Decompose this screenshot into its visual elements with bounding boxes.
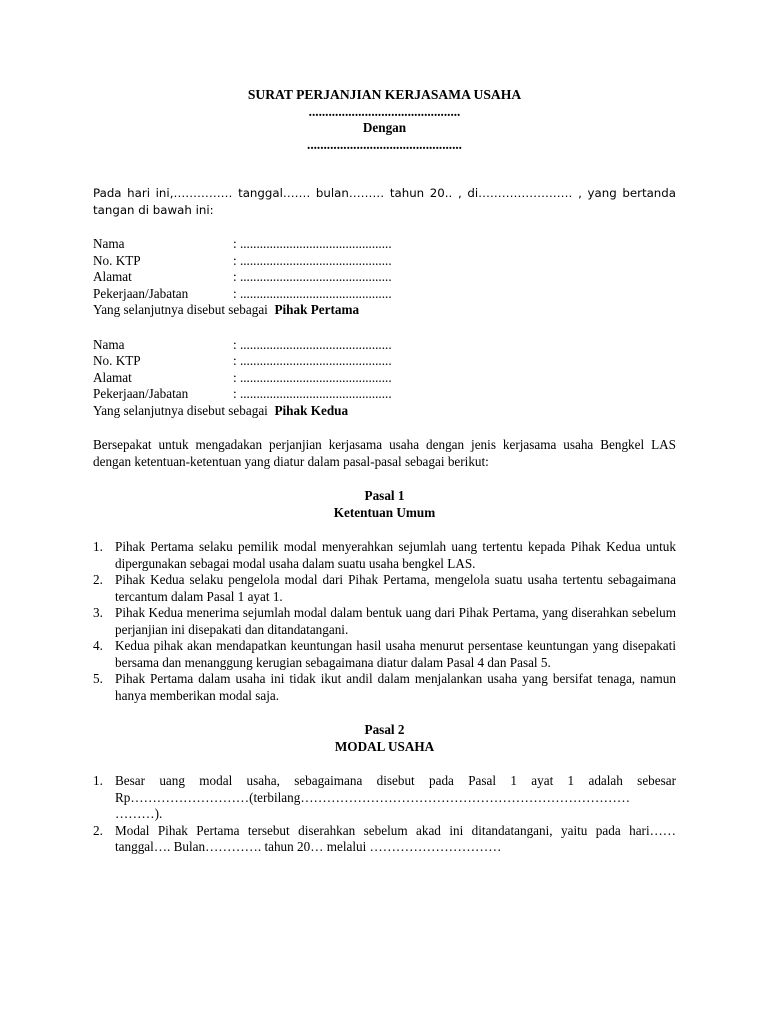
party2-field-address — [93, 370, 676, 387]
item-number: 3. — [93, 605, 103, 620]
party2-section — [93, 337, 676, 420]
item-number: 1. — [93, 539, 103, 554]
list-item — [93, 823, 676, 856]
designation-prefix: Yang selanjutnya disebut sebagai — [93, 402, 268, 418]
item-text — [115, 823, 676, 856]
party2-designation — [93, 403, 676, 420]
item-text-line: tanggal…. Bulan…………. tahun 20… melalui ………………………… — [115, 839, 502, 854]
document-body — [93, 87, 676, 856]
pasal2-subheading: MODAL USAHA — [334, 738, 435, 754]
field-value: : .............................................. — [233, 353, 392, 368]
party2-field-occupation — [93, 386, 676, 403]
party1-section — [93, 236, 676, 319]
field-label: Nama — [93, 336, 125, 352]
item-number: 4. — [93, 638, 103, 653]
designation-prefix: Yang selanjutnya disebut sebagai — [93, 302, 268, 317]
agreement-intro: Bersepakat untuk mengadakan perjanjian kerjasama usaha dengan jenis kerjasama usaha Bengkel LAS dengan ketentuan-ketentuan yang diatur dalam pasal-pasal sebagai berikut: — [93, 437, 676, 469]
designation-name: Pihak Pertama — [274, 302, 360, 317]
opening-paragraph: Pada hari ini,…………… tanggal……. bulan……… tahun 20.. , di…………………… , yang bertanda tangan di bawah ini: — [93, 186, 676, 217]
item-number: 1. — [93, 773, 103, 788]
item-number: 2. — [93, 572, 103, 587]
item-text-line: Modal Pihak Pertama tersebut diserahkan sebelum akad ini ditandatangani, yaitu pada hari…… — [115, 822, 676, 838]
field-value: : .............................................. — [233, 285, 392, 301]
party2-field-ktp — [93, 353, 676, 370]
field-value: : .............................................. — [233, 336, 392, 352]
item-text-line: ………). — [115, 806, 163, 821]
first-party-blank: .............................................. — [308, 103, 461, 119]
item-text: Kedua pihak akan mendapatkan keuntungan hasil usaha menurut persentase keuntungan yang disepakati bersama dan menanggung kerugian sebagaimana diatur dalam Pasal 4 dan Pasal 5. — [115, 638, 676, 670]
pasal2-list — [93, 773, 676, 856]
field-label: Pekerjaan/Jabatan — [93, 285, 189, 301]
field-label: Nama — [93, 236, 125, 251]
list-item — [93, 671, 676, 704]
pasal1-subheading: Ketentuan Umum — [333, 504, 436, 520]
designation-name: Pihak Kedua — [274, 402, 349, 418]
field-label: No. KTP — [93, 252, 141, 268]
item-number: 2. — [93, 822, 103, 838]
list-item — [93, 773, 676, 823]
party1-field-address — [93, 269, 676, 286]
with-label: Dengan — [362, 120, 407, 135]
party2-field-name — [93, 337, 676, 354]
field-value: : .............................................. — [233, 369, 392, 385]
second-party-blank: ............................................... — [307, 136, 462, 152]
list-item — [93, 572, 676, 605]
item-text: Pihak Pertama dalam usaha ini tidak ikut andil dalam menjalankan usaha yang bersifat tenaga, namun hanya memberikan modal saja. — [115, 671, 676, 703]
list-item — [93, 605, 676, 638]
party1-designation — [93, 302, 676, 319]
party1-field-ktp — [93, 253, 676, 270]
field-label: Pekerjaan/Jabatan — [93, 386, 189, 401]
item-text: Pihak Kedua menerima sejumlah modal dalam bentuk uang dari Pihak Pertama, yang diserahkan sebelum perjanjian ini disepakati dan ditandatangani. — [115, 605, 676, 637]
document-title: SURAT PERJANJIAN KERJASAMA USAHA — [247, 87, 522, 102]
item-text-line: Rp………………………(terbilang………………………………………………………………… — [115, 789, 631, 805]
party1-field-name — [93, 236, 676, 253]
item-text — [115, 773, 676, 823]
pasal1-list — [93, 539, 676, 704]
field-label: No. KTP — [93, 353, 141, 368]
field-label: Alamat — [93, 369, 132, 385]
field-value: : .............................................. — [233, 269, 392, 284]
pasal2-heading: Pasal 2 — [364, 722, 405, 737]
field-value: : .............................................. — [233, 252, 392, 268]
item-number: 5. — [93, 671, 103, 686]
item-text: Pihak Kedua selaku pengelola modal dari Pihak Pertama, mengelola suatu usaha tertentu sebagaimana tercantum dalam Pasal 1 ayat 1. — [115, 572, 676, 604]
list-item — [93, 638, 676, 671]
list-item — [93, 539, 676, 572]
party1-field-occupation — [93, 286, 676, 303]
field-label: Alamat — [93, 269, 132, 284]
field-value: : .............................................. — [233, 236, 392, 251]
pasal1-heading: Pasal 1 — [364, 488, 405, 503]
item-text: Pihak Pertama selaku pemilik modal menyerahkan sejumlah uang tertentu kepada Pihak Kedua untuk dipergunakan sebagai modal usaha dalam suatu usaha bengkel LAS. — [115, 539, 676, 571]
field-value: : .............................................. — [233, 386, 392, 401]
item-text-line: Besar uang modal usaha, sebagaimana disebut pada Pasal 1 ayat 1 adalah sebesar — [115, 773, 676, 788]
